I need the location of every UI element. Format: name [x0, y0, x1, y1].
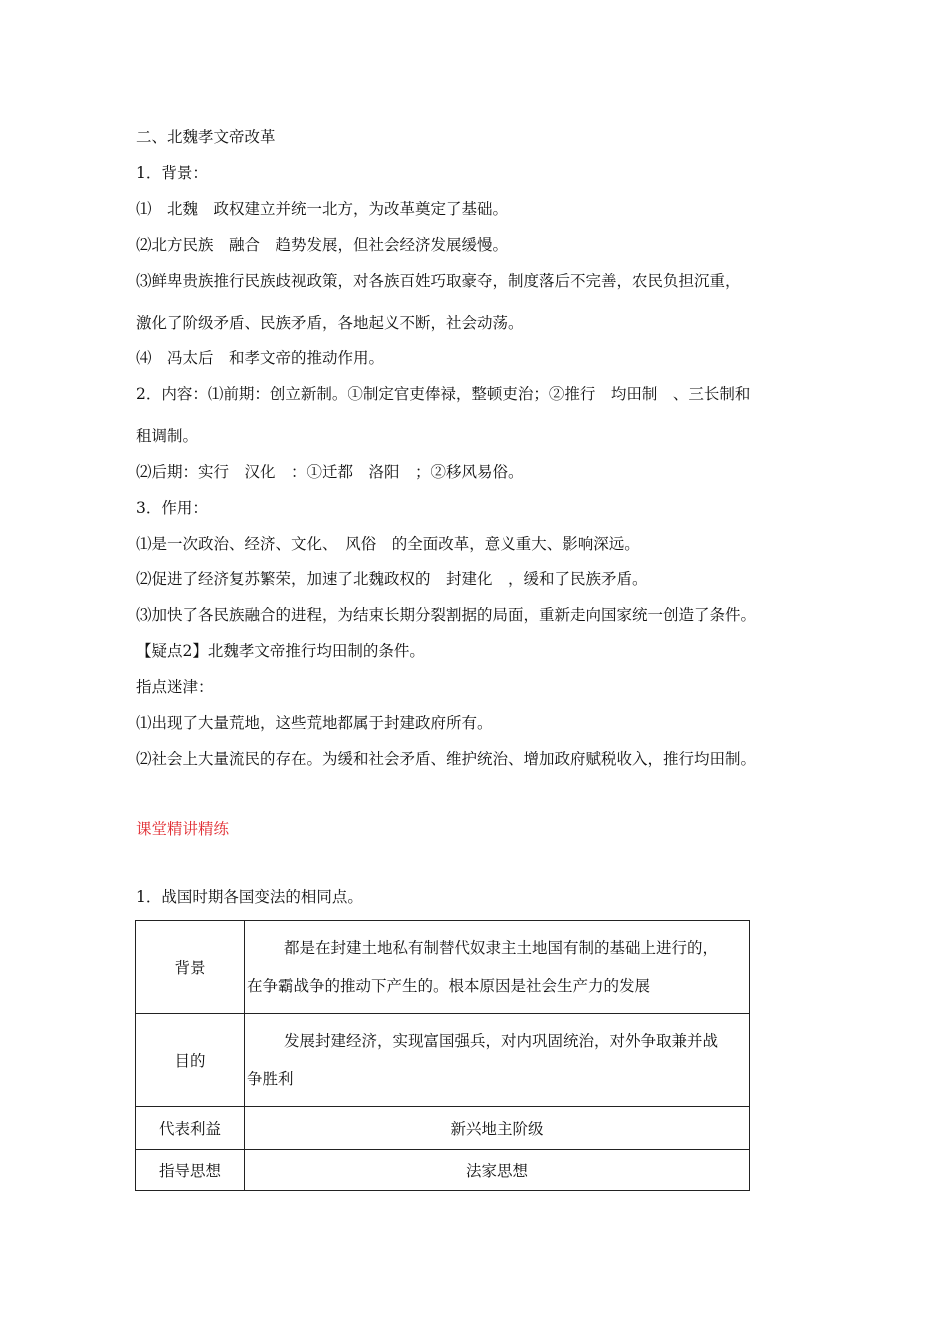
guide-item-1: ⑴出现了大量荒地，这些荒地都属于封建政府所有。 — [136, 714, 493, 732]
doubt-point: 【疑点2】北魏孝文帝推行均田制的条件。 — [136, 642, 425, 660]
question-1: 1．战国时期各国变法的相同点。 — [136, 888, 363, 906]
background-item-2: ⑵北方民族 融合 趋势发展，但社会经济发展缓慢。 — [136, 236, 509, 254]
background-item-3-line-1: ⑶鲜卑贵族推行民族歧视政策，对各族百姓巧取豪夺，制度落后不完善，农民负担沉重， — [136, 272, 741, 290]
content-later: ⑵后期：实行 汉化 ：①迁都 洛阳 ；②移风易俗。 — [136, 463, 524, 481]
table-value: 发展封建经济，实现富国强兵，对内巩固统治，对外争取兼并战 争胜利 — [245, 1014, 750, 1107]
content-line-2: 租调制。 — [136, 427, 199, 445]
section-heading: 二、北魏孝文帝改革 — [136, 128, 276, 146]
effect-heading: 3．作用： — [136, 499, 208, 517]
effect-item-1: ⑴是一次政治、经济、文化、 风俗 的全面改革，意义重大、影响深远。 — [136, 535, 640, 553]
table-key: 代表利益 — [136, 1107, 245, 1150]
table-value: 都是在封建土地私有制替代奴隶主土地国有制的基础上进行的， 在争霸战争的推动下产生的。根本原因是社会生产力的发展 — [245, 921, 750, 1014]
table-key: 背景 — [136, 921, 245, 1014]
guide-item-2: ⑵社会上大量流民的存在。为缓和社会矛盾、维护统治、增加政府赋税收入，推行均田制。 — [136, 750, 757, 768]
table-key: 目的 — [136, 1014, 245, 1107]
content-line-1: 2．内容：⑴前期：创立新制。①制定官吏俸禄，整顿吏治；②推行 均田制 、三长制和 — [136, 385, 751, 403]
background-item-4: ⑷ 冯太后 和孝文帝的推动作用。 — [136, 349, 385, 367]
table-row — [136, 1150, 750, 1191]
background-item-1: ⑴ 北魏 政权建立并统一北方，为改革奠定了基础。 — [136, 200, 509, 218]
comparison-table — [135, 920, 750, 1191]
table-row — [136, 1014, 750, 1107]
effect-item-2: ⑵促进了经济复苏繁荣，加速了北魏政权的 封建化 ，缓和了民族矛盾。 — [136, 570, 648, 588]
table-value: 法家思想 — [245, 1150, 750, 1191]
table-row — [136, 1107, 750, 1150]
background-heading: 1．背景： — [136, 164, 208, 182]
table-key: 指导思想 — [136, 1150, 245, 1191]
effect-item-3: ⑶加快了各民族融合的进程，为结束长期分裂割据的局面，重新走向国家统一创造了条件。 — [136, 606, 757, 624]
red-section-title: 课堂精讲精练 — [136, 820, 230, 838]
background-item-3-line-2: 激化了阶级矛盾、民族矛盾，各地起义不断，社会动荡。 — [136, 314, 524, 332]
table-row — [136, 921, 750, 1014]
table-value: 新兴地主阶级 — [245, 1107, 750, 1150]
guide-heading: 指点迷津： — [136, 678, 214, 696]
